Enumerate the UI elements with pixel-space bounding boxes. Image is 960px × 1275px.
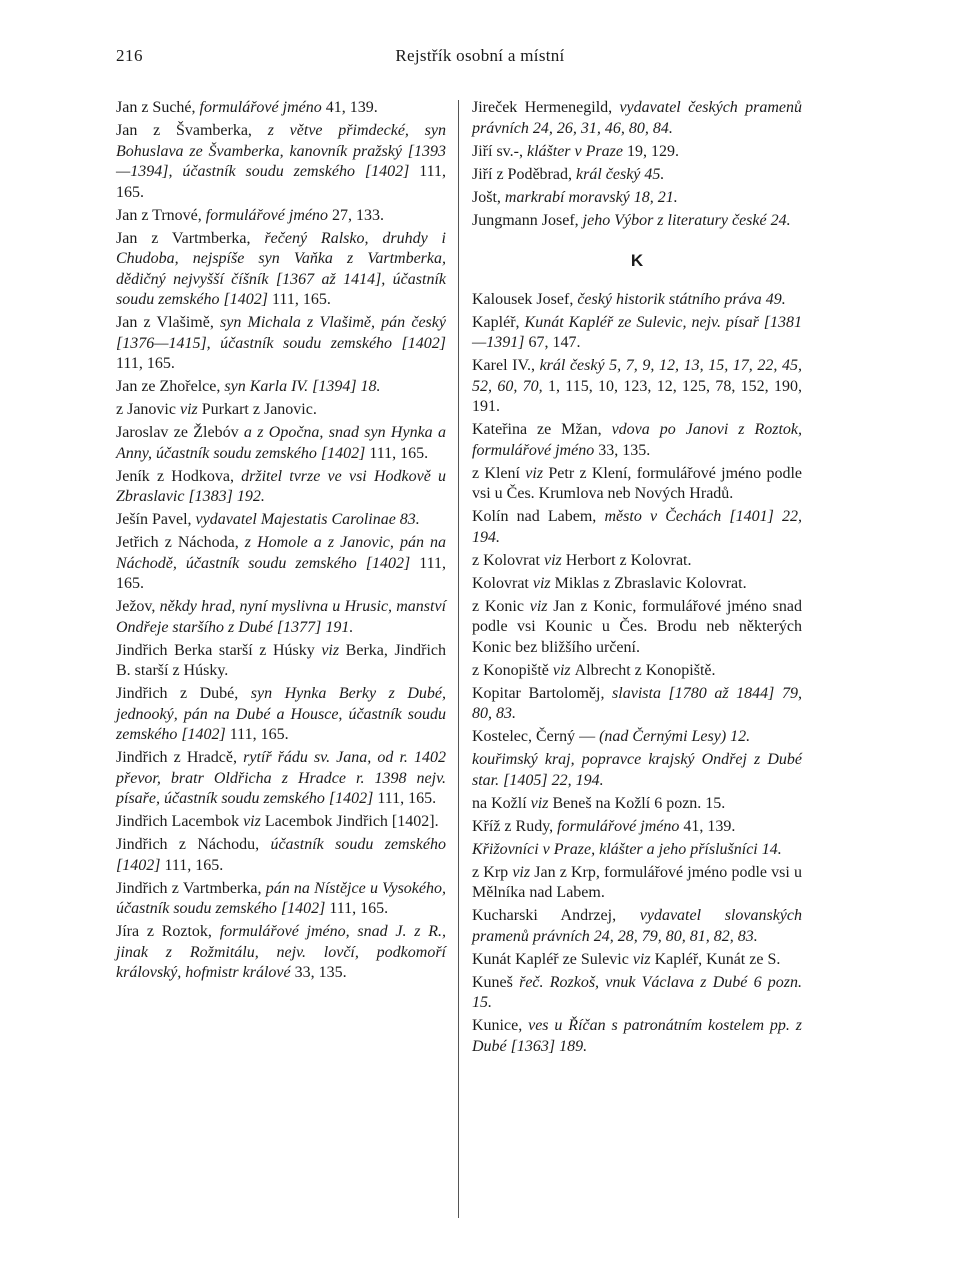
entry-desc: slavista [1780 až 1844] 79, 80, 83. xyxy=(472,684,802,722)
entry-refs: 111, 165. xyxy=(377,790,437,807)
entry-desc: viz xyxy=(552,661,575,679)
entry-name: Jindřich z Hradcě, xyxy=(116,749,244,766)
entry-desc: syn Karla IV. [1394] 18. xyxy=(224,378,381,395)
entry-refs: 1, 115, 10, 123, 12, 125, 78, 152, 190, 191. xyxy=(472,377,803,415)
entry-desc: král český 5, 7, 9, 12, 13, 15, 17, 22, 45, 52, 60, 70, xyxy=(472,357,802,395)
entry-refs: Jan z Konic, formulářové jméno snad podle vsi Kounic u Čes. Brodu neb některých Konic bez bližšího určení. xyxy=(472,597,803,656)
index-entry xyxy=(472,750,802,791)
index-entry xyxy=(472,551,802,572)
entry-refs: 41, 139. xyxy=(325,99,378,116)
index-entry xyxy=(116,423,446,464)
entry-name: na Kožlí xyxy=(472,794,531,812)
entry-desc: účastník soudu zemského [1402] xyxy=(116,836,447,874)
entry-refs: Jan z Krp, formulářové jméno podle vsi u Mělníka nad Labem. xyxy=(472,863,802,901)
entry-desc: viz xyxy=(321,641,346,659)
index-entry xyxy=(472,817,802,838)
index-entry xyxy=(116,835,446,876)
entry-refs: 111, 165. xyxy=(116,355,175,372)
entry-desc: vdova po Janovi z Roztok, formulářové jméno xyxy=(472,421,803,459)
entry-refs: Beneš na Kožlí 6 pozn. 15. xyxy=(552,794,726,812)
index-entry xyxy=(472,420,802,461)
entry-desc: vydavatel Majestatis Carolinae 83. xyxy=(195,511,420,528)
entry-name: Jindřich z Vartmberka, xyxy=(116,879,266,897)
entry-name: Kolovrat xyxy=(472,574,533,592)
entry-desc: řečený Ralsko, druhdy i Chudoba, nejspíše syn Vaňka z Vartmberka, dědičný nejvyšší číšník [1367 až 1414], účastník soudu zemského [1402] xyxy=(116,229,446,308)
entry-desc: král český 45. xyxy=(575,165,665,183)
entry-refs: 67, 147. xyxy=(528,334,581,351)
index-entry xyxy=(472,794,802,815)
entry-desc: syn Hynka Berky z Dubé, jednooký, pán na Dubé a Housce, účastník soudu zemského [1402] xyxy=(116,685,446,743)
entry-refs: Kapléř, Kunát ze S. xyxy=(654,950,781,968)
entry-name: z Konic xyxy=(472,597,530,615)
entry-desc: formulářové jméno xyxy=(205,206,332,224)
entry-desc: město v Čechách [1401] 22, 194. xyxy=(472,508,803,546)
index-entry xyxy=(472,597,802,659)
page-number: 216 xyxy=(116,46,143,65)
entry-desc: formulářové jméno, snad J. z R., jinak z Rožmitálu, nejv. lovčí, podkomoří královský, hofmistr králové xyxy=(116,923,447,981)
index-entry xyxy=(472,727,802,748)
entry-desc: vydavatel českých pramenů právních 24, 26, 31, 46, 80, 84. xyxy=(472,99,802,137)
entry-desc: z Homole a z Janovic, pán na Náchodě, účastník soudu zemského [1402] xyxy=(116,534,447,572)
entry-name: Jungmann Josef, xyxy=(472,211,583,229)
entry-desc: klášter v Praze xyxy=(526,142,627,160)
page-header xyxy=(0,46,960,76)
entry-desc: syn Michala z Vlašimě, pán český [1376—1415], účastník soudu zemského [1402] xyxy=(116,314,446,352)
entry-name: Jan z Švamberka, xyxy=(116,122,268,139)
entry-name: Jiří z Poděbrad, xyxy=(472,165,576,183)
entry-desc: vydavatel slovanských pramenů právních 24, 28, 79, 80, 81, 82, 83. xyxy=(472,907,802,945)
entry-name: z Janovic xyxy=(116,401,180,418)
index-entry xyxy=(472,863,802,904)
index-entry xyxy=(472,211,802,232)
entry-refs: Lacembok Jindřich [1402]. xyxy=(264,813,439,830)
entry-name: Jindřich z Náchodu, xyxy=(116,836,271,853)
entry-name: Kuneš xyxy=(472,973,520,991)
entry-name: z Klení xyxy=(472,464,526,482)
entry-name: Ješín Pavel, xyxy=(116,511,196,528)
entry-desc: viz xyxy=(512,863,535,881)
entry-refs: Purkart z Janovic. xyxy=(201,401,317,418)
entry-desc: viz xyxy=(243,813,265,830)
right-column xyxy=(472,98,802,1060)
index-entry xyxy=(116,467,446,508)
index-entry xyxy=(116,922,446,984)
entry-desc: a z Opočna, snad syn Hynka a Anny, účastník soudu zemského [1402] xyxy=(116,424,446,462)
entry-name: Jindřich Berka starší z Húsky xyxy=(116,641,322,659)
entry-name: Ježov, xyxy=(116,598,160,615)
index-entry xyxy=(472,290,802,311)
entry-refs: Miklas z Zbraslavic Kolovrat. xyxy=(554,574,747,592)
entry-desc: viz xyxy=(525,464,549,482)
entry-refs: Albrecht z Konopiště. xyxy=(574,661,716,679)
entry-refs: 33, 135. xyxy=(598,441,651,459)
entry-desc: držitel tvrze ve vsi Hodkově u Zbraslavic [1383] 192. xyxy=(116,467,447,505)
running-title: Rejstřík osobní a místní xyxy=(395,46,565,65)
entry-name: Jiří sv.-, xyxy=(472,142,527,160)
index-entry xyxy=(116,121,446,203)
section-letter: K xyxy=(630,251,644,270)
column-divider xyxy=(458,100,459,1218)
entry-refs: 111, 165. xyxy=(369,444,429,462)
entry-desc: Kunát Kapléř ze Sulevic, nejv. písař [1381—1391] xyxy=(472,313,803,351)
entry-name: Jindřich z Dubé, xyxy=(116,685,251,702)
index-entry xyxy=(472,684,802,725)
entry-refs: 111, 165. xyxy=(329,900,389,917)
entry-desc: jeho Výbor z literatury české 24. xyxy=(582,211,791,229)
entry-refs: 19, 129. xyxy=(626,142,679,160)
index-entry xyxy=(116,377,446,398)
entry-refs: 111, 165. xyxy=(229,726,289,743)
entry-name: Kříž z Rudy, xyxy=(472,817,558,835)
entry-name: z Kolovrat xyxy=(472,551,544,569)
entry-desc: pán na Nístějce u Vysokého, účastník soudu zemského [1402] xyxy=(116,879,447,917)
entry-name: Jireček Hermenegild, xyxy=(472,99,620,116)
index-entry xyxy=(472,840,802,861)
entry-desc: viz xyxy=(530,794,553,812)
index-entry xyxy=(472,1016,802,1057)
entry-name: Kopitar Bartoloměj, xyxy=(472,684,613,702)
entry-desc: někdy hrad, nyní myslivna u Hrusic, manství Ondřeje staršího z Dubé [1377] 191. xyxy=(116,598,447,636)
entry-desc: Křižovníci v Praze, klášter a jeho příslušníci 14. xyxy=(472,840,782,858)
index-entry xyxy=(472,98,802,139)
entry-desc: řeč. Rozkoš, vnuk Václava z Dubé 6 pozn. 15. xyxy=(472,973,802,1011)
index-entry xyxy=(116,748,446,810)
index-entry xyxy=(472,574,802,595)
entry-desc: kouřimský kraj, popravce krajský Ondřej z Dubé star. [1405] 22, 194. xyxy=(472,751,802,789)
index-entry xyxy=(116,879,446,920)
right-column-k-entries xyxy=(472,290,802,1058)
index-entry xyxy=(472,313,802,354)
index-entry xyxy=(116,98,446,119)
index-entry xyxy=(472,507,802,548)
entry-refs: 27, 133. xyxy=(331,206,384,224)
entry-desc: český historik státního práva 49. xyxy=(577,290,786,308)
entry-desc: (nad Černými Lesy) 12. xyxy=(599,728,751,745)
entry-name: Karel IV., xyxy=(472,357,540,374)
index-entry xyxy=(472,142,802,163)
index-entry xyxy=(472,356,802,418)
entry-name: z Konopiště xyxy=(472,661,553,679)
entry-refs: Herbort z Kolovrat. xyxy=(565,551,692,569)
index-entry xyxy=(116,229,446,311)
index-entry xyxy=(116,206,446,227)
entry-desc: viz xyxy=(632,950,655,968)
entry-desc: rytíř řádu sv. Jana, od r. 1402 převor, bratr Oldřicha z Hradce r. 1398 nejv. písaře, účastník soudu zemského [1402] xyxy=(116,749,446,807)
index-entry xyxy=(116,597,446,638)
entry-name: Jan z Vlašimě, xyxy=(116,314,221,331)
entry-name: Kunát Kapléř ze Sulevic xyxy=(472,950,633,968)
index-entry xyxy=(472,973,802,1014)
entry-refs: 33, 135. xyxy=(294,964,347,981)
entry-name: Jan z Vartmberka, xyxy=(116,229,265,247)
index-entry xyxy=(472,165,802,186)
left-column xyxy=(116,98,446,986)
entry-desc: viz xyxy=(529,597,554,615)
entry-refs: Petr z Klení, formulářové jméno podle vsi u Čes. Krumlova neb Nových Hradů. xyxy=(472,464,802,502)
entry-desc: ves u Říčan s patronátním kostelem pp. z Dubé [1363] 189. xyxy=(472,1017,803,1055)
index-entry xyxy=(116,684,446,746)
entry-name: Jošt, xyxy=(472,188,505,206)
entry-refs: Berka, Jindřich B. starší z Húsky. xyxy=(116,641,447,679)
right-column-j-entries xyxy=(472,98,802,231)
entry-name: Kateřina ze Mžan, xyxy=(472,421,612,438)
entry-refs: 111, 165. xyxy=(164,856,224,874)
entry-name: Jindřich Lacembok xyxy=(116,813,244,830)
entry-refs: 111, 165. xyxy=(272,291,331,308)
index-entry xyxy=(116,400,446,421)
index-entry xyxy=(116,641,446,682)
entry-name: Jíra z Roztok, xyxy=(116,923,220,940)
entry-desc: formulářové jméno xyxy=(557,817,684,835)
index-entry xyxy=(472,950,802,971)
index-entry xyxy=(472,188,802,209)
index-entry xyxy=(472,464,802,505)
index-entry xyxy=(116,533,446,595)
entry-name: Jan ze Zhořelce, xyxy=(116,378,225,395)
entry-name: Kostelec, Černý — xyxy=(472,728,600,745)
index-entry xyxy=(116,313,446,375)
entry-name: Jetřich z Náchoda, xyxy=(116,534,245,551)
entry-desc: viz xyxy=(543,551,566,569)
entry-desc: markrabí moravský 18, 21. xyxy=(504,188,678,206)
entry-refs: 41, 139. xyxy=(683,817,736,835)
entry-name: Jeník z Hodkova, xyxy=(116,467,242,485)
entry-name: z Krp xyxy=(472,863,513,881)
entry-refs: 111, 165. xyxy=(116,163,446,201)
entry-desc: viz xyxy=(179,401,202,418)
entry-name: Jaroslav ze Žlebóv xyxy=(116,424,244,441)
index-entry xyxy=(116,812,446,833)
entry-name: Kucharski Andrzej, xyxy=(472,907,640,924)
entry-name: Jan z Suché, xyxy=(116,99,200,116)
entry-refs: 111, 165. xyxy=(116,554,446,592)
entry-name: Kapléř, xyxy=(472,313,525,331)
index-entry xyxy=(472,906,802,947)
entry-name: Jan z Trnové, xyxy=(116,206,206,224)
entry-name: Kolín nad Labem, xyxy=(472,508,605,525)
index-entry xyxy=(472,661,802,682)
entry-name: Kalousek Josef, xyxy=(472,290,578,308)
entry-desc: formulářové jméno xyxy=(199,99,326,116)
entry-desc: z větve přimdecké, syn Bohuslava ze Švamberka, kanovník pražský [1393—1394], účastník soudu zemského [1402] xyxy=(116,122,446,180)
entry-desc: viz xyxy=(532,574,555,592)
entry-name: Kunice, xyxy=(472,1017,529,1034)
index-entry xyxy=(116,510,446,531)
